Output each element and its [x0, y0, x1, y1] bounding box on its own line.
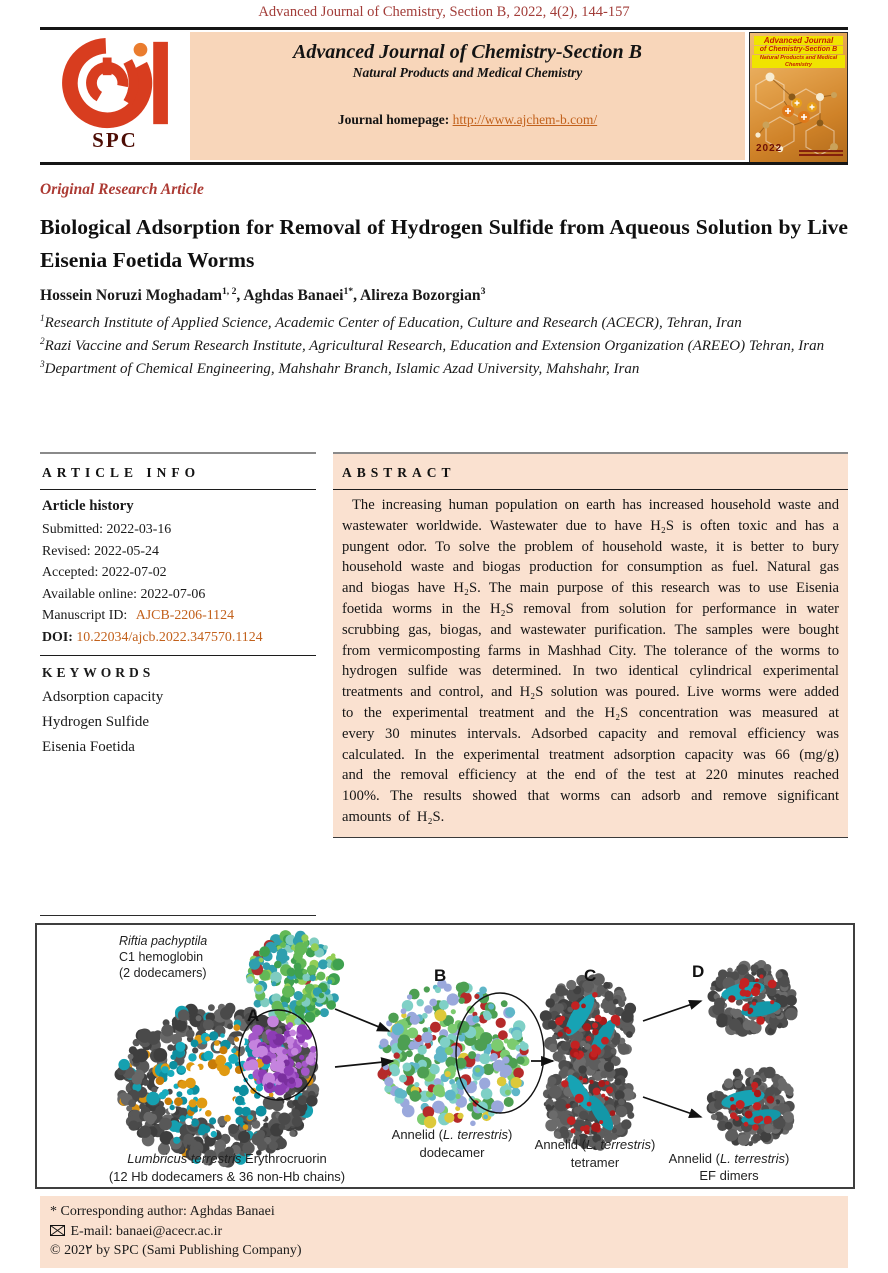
- manuscript-id-label: Manuscript ID:: [42, 608, 128, 623]
- history-row: Accepted: 2022-07-02: [42, 565, 167, 580]
- cover-title-line1: Advanced Journal: [754, 36, 843, 45]
- keyword-item: Eisenia Foetida: [42, 739, 135, 755]
- keyword-item: Hydrogen Sulfide: [42, 714, 150, 730]
- figure-caption-line: Annelid (L. terrestris): [391, 1127, 513, 1142]
- keyword-item: Adsorption capacity: [42, 689, 164, 705]
- panel-letter: A: [247, 1006, 260, 1025]
- cover-title-line3: Natural Products and Medical Chemistry: [752, 55, 845, 68]
- protein-cluster-riftia-hemoglobin: [246, 930, 344, 1026]
- journal-homepage-line: [190, 112, 745, 128]
- affiliation-line: $^3$Department of Chemical Engineering, Mahshahr Branch, Islamic Azad University, Mahshahr, Iran: [40, 360, 640, 377]
- doi-label: DOI:: [42, 629, 73, 645]
- abstract-text: The increasing human population on earth has increased household waste and wastewater worldwide. Wastewater due to have H₂S is often toxic and has a pungent odor. To solve the problem of household waste, it is better to bury household waste and biogas production for consumption as fuel. Natural gas and biogas have H₂S. The main purpose of this research was to use Eisenia foetida worms in the H₂S removal from solution for performance in water scrubbing gas, biogas, and wastewater purification. The samples were bought from vermicomposting farms in Mashhad City. The tolerance of the worms to hydrogen sulfide was determined. In two identical cylindrical experimental treatments and control, and H₂S solution was poured. Live worms were added to the experimental treatment and the H₂S concentration was measured at every 30 minutes intervals. Adsorbed capacity and removal efficiency was calculated. In the experimental treatment adsorption capacity was 66 (mg/g) and the removal efficiency at the end of the test at 220 minutes reached 100%. The results showed that worms can adsorb and remove significant amounts of H₂S.: [342, 497, 839, 825]
- journal-header: [40, 32, 848, 160]
- manuscript-id-link[interactable]: AJCB-2206-1124: [135, 608, 235, 623]
- spc-logo-icon: [50, 34, 180, 132]
- envelope-icon: [50, 1225, 65, 1236]
- figure-caption-line: (12 Hb dodecamers & 36 non-Hb chains): [108, 1169, 346, 1184]
- figure-caption-line: Annelid (L. terrestris): [534, 1137, 656, 1152]
- doi-link[interactable]: 10.22034/ajcb.2022.347570.1124: [76, 629, 263, 645]
- journal-cover-thumbnail: [749, 32, 848, 163]
- article-title: Biological Adsorption for Removal of Hydrogen Sulfide from Aqueous Solution by Live Eisenia Foetida Worms: [40, 215, 848, 272]
- homepage-label: Journal homepage:: [337, 112, 450, 127]
- cover-plus-icons: [782, 98, 817, 123]
- corresponding-author-line: * Corresponding author: Aghdas Banaei: [50, 1204, 275, 1219]
- article-history-list: [40, 519, 316, 605]
- cover-title-line2: of Chemistry-Section B: [754, 46, 843, 54]
- divider: [40, 162, 848, 165]
- figure-protein-structures: [35, 923, 855, 1189]
- article-info-panel: [40, 452, 316, 916]
- divider: [40, 27, 848, 30]
- protein-cluster-annelid-dodecamer: [378, 979, 530, 1128]
- figure-caption-line: dodecamer: [419, 1145, 485, 1160]
- journal-title: Advanced Journal of Chemistry-Section B: [293, 41, 642, 63]
- cover-fineprint: [799, 148, 843, 156]
- figure-arrow: [335, 1009, 389, 1031]
- affiliation-line: $^2$Razi Vaccine and Serum Research Institute, Agricultural Research, Education and Extension Organization (AREEO) Tehran, Iran: [40, 337, 825, 354]
- panel-letter: C: [584, 966, 597, 985]
- copyright-line: © 202۲ by SPC (Sami Publishing Company): [50, 1243, 302, 1258]
- figure-caption-line: (2 dodecamers): [119, 966, 207, 980]
- manuscript-id-row: [40, 605, 316, 627]
- figure-arrow: [643, 1097, 701, 1117]
- email-address: banaei@acecr.ac.ir: [116, 1223, 223, 1239]
- email-line: [50, 1222, 838, 1242]
- authors-line: Hossein Noruzi Moghadam$^{1, 2}$, Aghdas Banaei$^{1*}$, Alireza Bozorgian$^3$: [40, 285, 486, 304]
- publisher-logo: [40, 32, 190, 160]
- figure-caption-line: C1 hemoglobin: [119, 950, 204, 964]
- doi-row: [40, 627, 316, 649]
- article-type-label: Original Research Article: [40, 181, 204, 198]
- article-info-heading: ARTICLE INFO: [40, 454, 316, 490]
- journal-banner: [190, 32, 745, 160]
- panel-letter: B: [434, 966, 447, 985]
- email-label: E-mail:: [70, 1223, 113, 1239]
- keywords-heading: KEYWORDS: [42, 665, 155, 680]
- article-history-heading: Article history: [42, 498, 134, 514]
- figure-caption-line: Annelid (L. terrestris): [668, 1151, 790, 1166]
- protein-cluster-ef-dimer-top: [708, 960, 798, 1037]
- affiliations: [40, 312, 848, 381]
- logo-dot: [134, 43, 148, 57]
- figure-caption-line: EF dimers: [699, 1168, 759, 1183]
- history-row: Available online: 2022-07-06: [42, 586, 206, 602]
- keywords-list: [40, 685, 316, 760]
- cover-year: 2022: [756, 143, 783, 154]
- homepage-link[interactable]: http://www.ajchem-b.com/: [452, 112, 598, 127]
- journal-subtitle: Natural Products and Medical Chemistry: [352, 65, 583, 80]
- affiliation-line: $^1$Research Institute of Applied Science, Academic Center of Education, Culture and Research (ACECR), Tehran, Iran: [40, 314, 742, 331]
- figure-arrow: [643, 1001, 701, 1021]
- journal-reference-line: Advanced Journal of Chemistry, Section B, 2022, 4(2), 144-157: [258, 4, 630, 20]
- figure-caption-line: Lumbricus terrestris Erythrocruorin: [127, 1151, 327, 1166]
- figure-caption-line: tetramer: [570, 1155, 620, 1170]
- figure-svg: [37, 925, 853, 1187]
- history-row: Revised: 2022-05-24: [42, 543, 159, 559]
- footer-note: [40, 1196, 848, 1268]
- panel-letter: D: [692, 962, 705, 981]
- history-row: Submitted: 2022-03-16: [42, 522, 172, 537]
- publisher-logo-text: SPC: [92, 128, 138, 152]
- abstract-heading: ABSTRACT: [333, 454, 848, 490]
- protein-cluster-ef-dimer-bottom: [707, 1067, 795, 1146]
- figure-caption-line: Riftia pachyptila: [119, 934, 208, 948]
- abstract-panel: [333, 452, 848, 838]
